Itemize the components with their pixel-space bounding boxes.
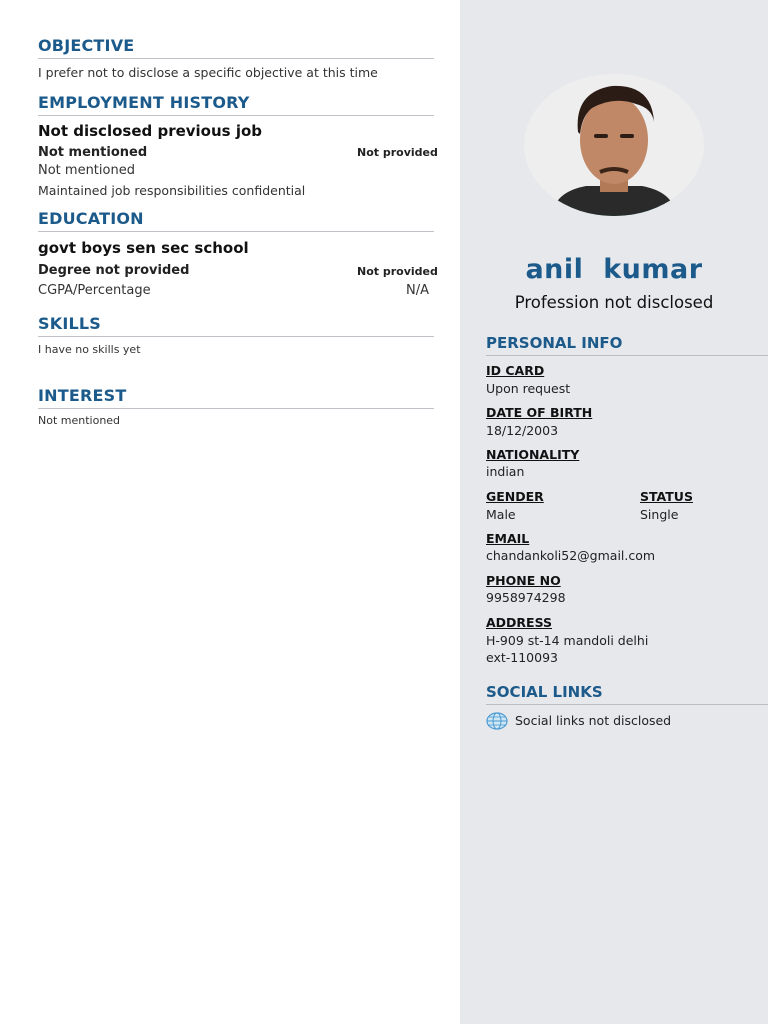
- social-links-text: Social links not disclosed: [515, 713, 672, 728]
- job-dates: Not provided: [357, 146, 438, 159]
- candidate-name: anil kumar: [525, 254, 703, 285]
- interest-text: Not mentioned: [38, 414, 121, 427]
- job-title: Not disclosed previous job: [38, 122, 263, 140]
- phone-value: 9958974298: [486, 590, 566, 605]
- id-card-value: Upon request: [486, 381, 571, 396]
- job-location: Not mentioned: [38, 163, 135, 178]
- education-degree: Degree not provided: [38, 263, 190, 278]
- profile-photo: [524, 74, 704, 216]
- job-description: Maintained job responsibilities confidential: [38, 183, 306, 198]
- employment-heading: EMPLOYMENT HISTORY: [38, 93, 434, 116]
- education-school: govt boys sen sec school: [38, 239, 249, 257]
- personal-info-heading: PERSONAL INFO: [486, 334, 768, 356]
- status-label: STATUS: [640, 489, 693, 504]
- skills-heading: SKILLS: [38, 314, 434, 337]
- email-label: EMAIL: [486, 531, 530, 546]
- nationality-label: NATIONALITY: [486, 447, 580, 462]
- address-line2: ext-110093: [486, 650, 558, 665]
- objective-text: I prefer not to disclose a specific objective at this time: [38, 65, 378, 80]
- address-label: ADDRESS: [486, 615, 553, 630]
- social-links-heading: SOCIAL LINKS: [486, 683, 768, 705]
- gender-value: Male: [486, 507, 516, 522]
- education-score-value: N/A: [406, 283, 429, 298]
- globe-icon: [486, 712, 508, 734]
- dob-label: DATE OF BIRTH: [486, 405, 593, 420]
- address-line1: H-909 st-14 mandoli delhi: [486, 633, 649, 648]
- objective-heading: OBJECTIVE: [38, 36, 434, 59]
- person-avatar-icon: [524, 74, 704, 216]
- education-score-label: CGPA/Percentage: [38, 283, 151, 298]
- education-dates: Not provided: [357, 265, 438, 278]
- status-value: Single: [640, 507, 679, 522]
- education-heading: EDUCATION: [38, 209, 434, 232]
- skills-text: I have no skills yet: [38, 343, 141, 356]
- candidate-profession: Profession not disclosed: [514, 293, 714, 312]
- dob-value: 18/12/2003: [486, 423, 559, 438]
- email-value[interactable]: chandankoli52@gmail.com: [486, 548, 656, 563]
- phone-label: PHONE NO: [486, 573, 561, 588]
- job-company: Not mentioned: [38, 145, 148, 160]
- id-card-label: ID CARD: [486, 363, 545, 378]
- interest-heading: INTEREST: [38, 386, 434, 409]
- nationality-value: indian: [486, 464, 525, 479]
- gender-label: GENDER: [486, 489, 544, 504]
